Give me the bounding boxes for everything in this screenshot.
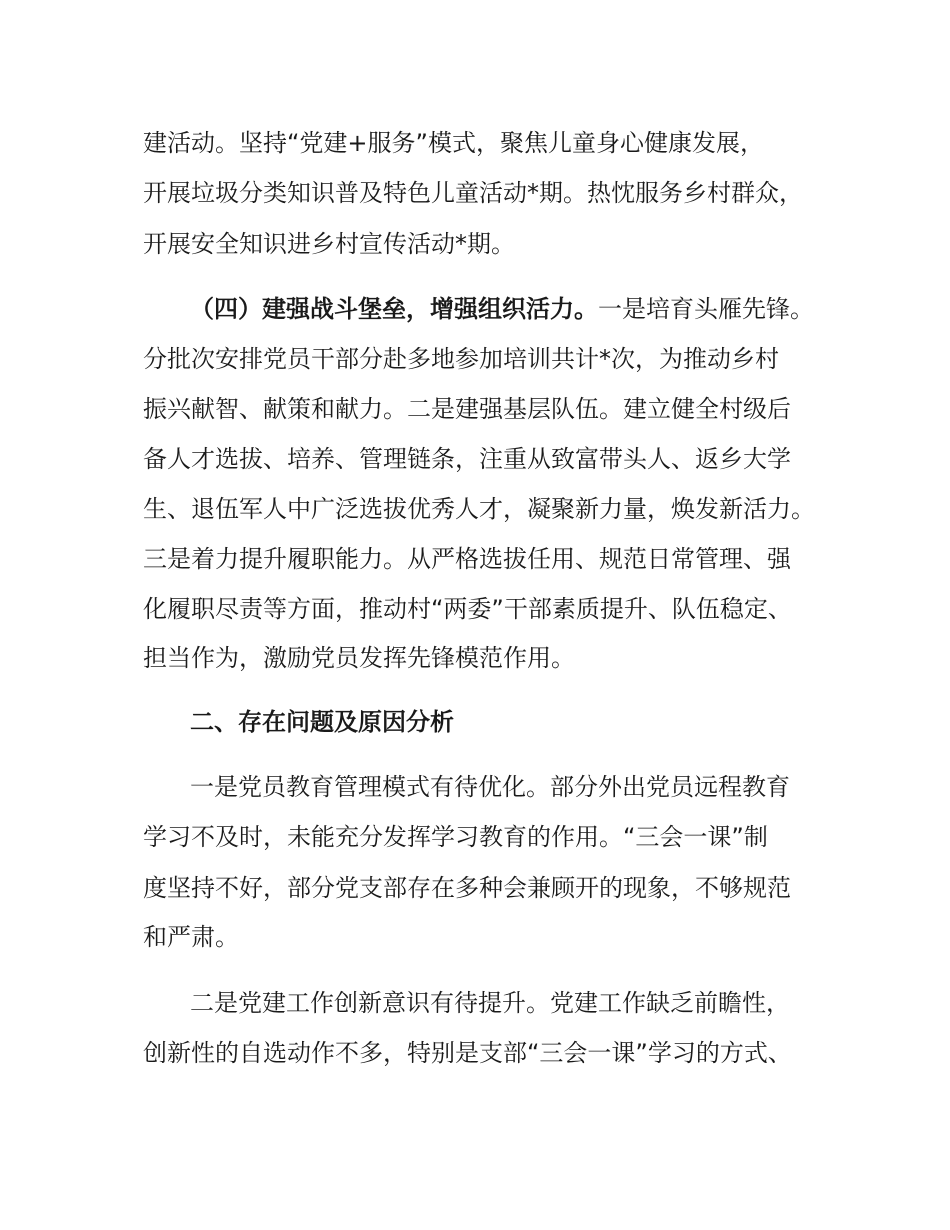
paragraph-line: 三是着力提升履职能力。从严格选拔任用、规范日常管理、强 — [143, 545, 791, 573]
paragraph-line: 开展安全知识进乡村宣传活动*期。 — [143, 230, 515, 258]
paragraph-line: 创新性的自选动作不多，特别是支部“三会一课”学习的方式、 — [143, 1039, 792, 1067]
section-4-first-line — [190, 294, 814, 324]
paragraph-line: 和严肃。 — [143, 923, 239, 951]
paragraph-line: 开展垃圾分类知识普及特色儿童活动*期。热忱服务乡村群众， — [143, 179, 803, 207]
paragraph-line: 生、退伍军人中广泛选拔优秀人才，凝聚新力量，焕发新活力。 — [143, 495, 815, 523]
section-heading: 二、存在问题及原因分析 — [190, 708, 454, 736]
section-4-first-line-rest: 一是培育头雁先锋。 — [598, 295, 814, 323]
paragraph-line: 建活动。坚持“党建+服务”模式，聚焦儿童身心健康发展， — [143, 129, 764, 157]
section-4-title: （四）建强战斗堡垒，增强组织活力。 — [190, 295, 598, 323]
paragraph-line: 担当作为，激励党员发挥先锋模范作用。 — [143, 644, 575, 672]
paragraph-line: 分批次安排党员干部分赴多地参加培训共计*次，为推动乡村 — [143, 345, 779, 373]
paragraph-line: 振兴献智、献策和献力。二是建强基层队伍。建立健全村级后 — [143, 395, 791, 423]
paragraph-line: 备人才选拔、培养、管理链条，注重从致富带头人、返乡大学 — [143, 445, 791, 473]
paragraph-line: 度坚持不好，部分党支部存在多种会兼顾开的现象，不够规范 — [143, 874, 791, 902]
paragraph-line: 一是党员教育管理模式有待优化。部分外出党员远程教育 — [190, 773, 790, 801]
paragraph-line: 学习不及时，未能充分发挥学习教育的作用。“三会一课”制 — [143, 823, 768, 851]
paragraph-line: 化履职尽责等方面，推动村“两委”干部素质提升、队伍稳定、 — [143, 595, 792, 623]
paragraph-line: 二是党建工作创新意识有待提升。党建工作缺乏前瞻性， — [190, 989, 790, 1017]
